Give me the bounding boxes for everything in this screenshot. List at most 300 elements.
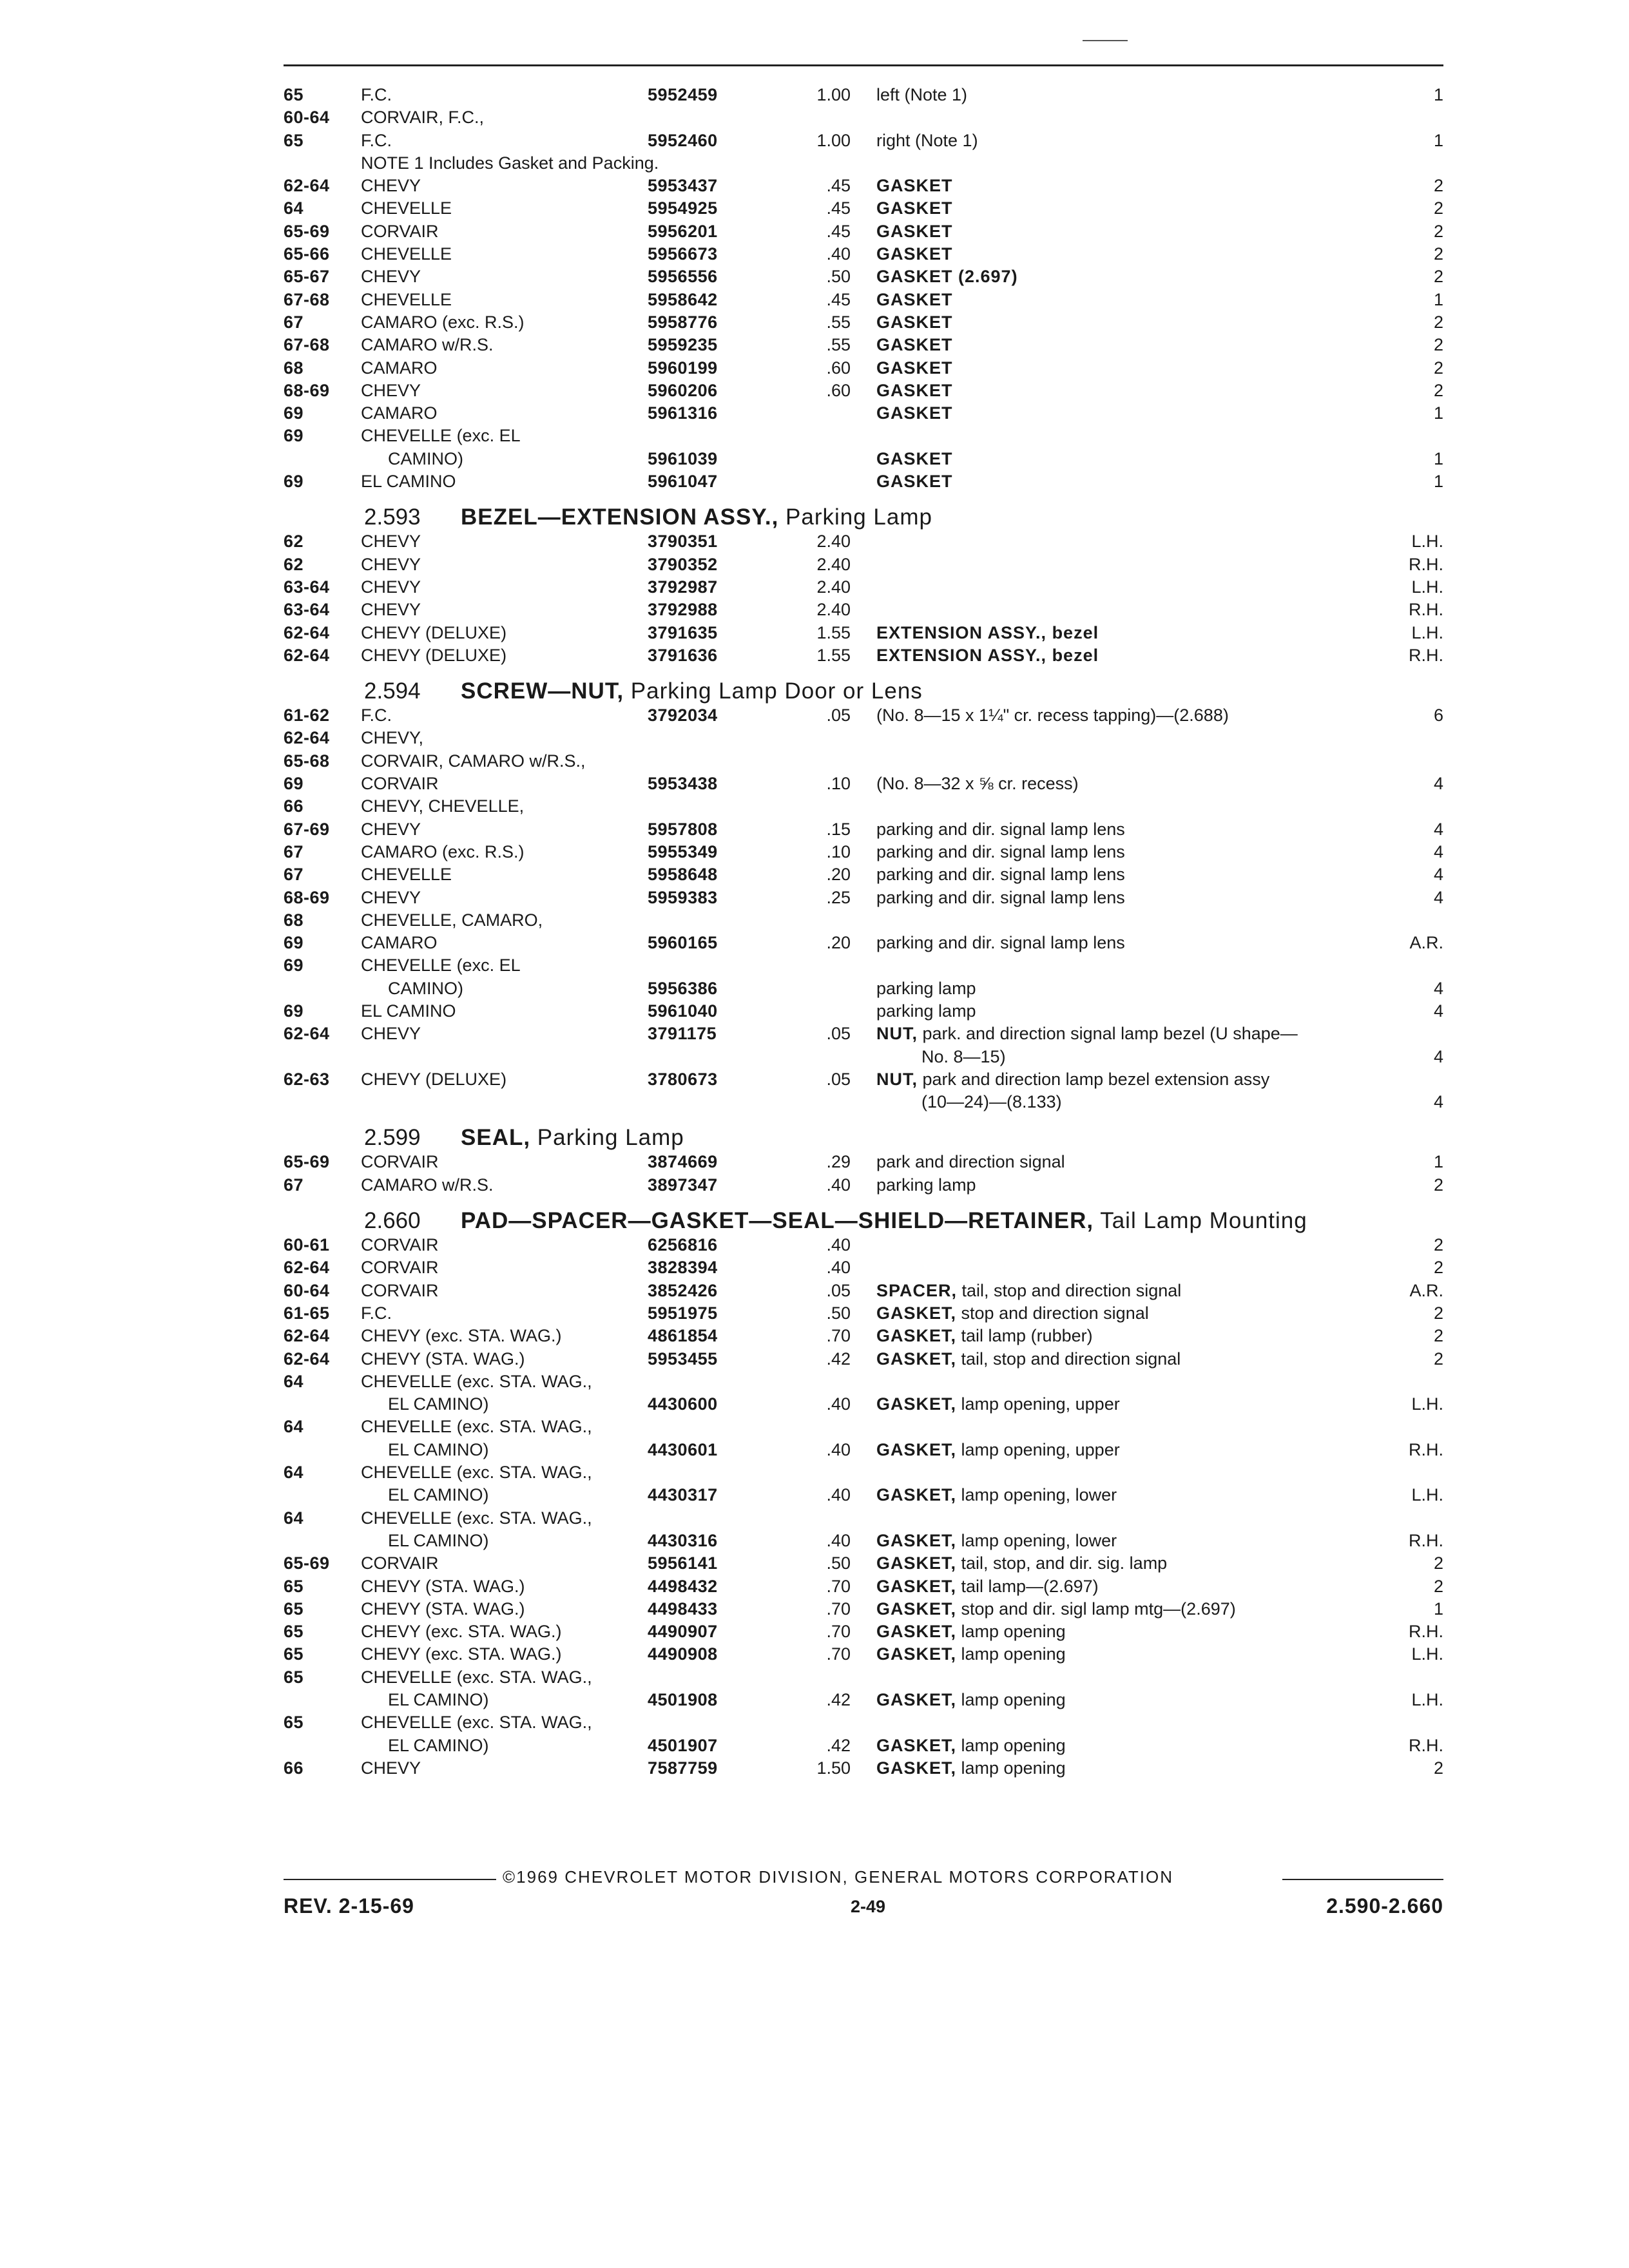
part-number: 3792034	[648, 706, 718, 726]
model-name: CHEVELLE	[361, 289, 452, 309]
part-description: parking and dir. signal lamp lens	[876, 887, 1125, 907]
section-number: 2.593	[364, 505, 421, 530]
model-year: 62-64	[284, 176, 330, 196]
part-description: GASKET, lamp opening	[876, 1622, 1066, 1642]
table-row	[284, 334, 1443, 356]
table-row	[284, 1666, 1443, 1689]
model-name: F.C.	[361, 1303, 392, 1323]
table-row	[284, 1000, 1443, 1023]
table-row	[284, 1046, 1443, 1068]
part-description: (No. 8—15 x 1¼" cr. recess tapping)—(2.688)	[876, 706, 1229, 726]
list-price: .40	[826, 1485, 851, 1505]
part-description: parking and dir. signal lamp lens	[876, 841, 1125, 861]
part-description: parking lamp	[876, 1001, 976, 1021]
part-description: GASKET, tail lamp (rubber)	[876, 1326, 1093, 1346]
footer-rule-right	[1282, 1879, 1443, 1880]
table-row	[284, 448, 1443, 470]
part-number: 5960165	[648, 933, 718, 953]
model-year: 67	[284, 841, 304, 861]
list-price: .60	[826, 380, 851, 400]
table-row	[284, 773, 1443, 795]
quantity: 4	[1433, 1001, 1443, 1021]
table-row	[284, 1552, 1443, 1575]
part-number: 3780673	[648, 1069, 718, 1089]
model-year: 65	[284, 1644, 304, 1664]
part-description: GASKET	[876, 380, 953, 400]
quantity: L.H.	[1411, 1690, 1443, 1709]
list-price: .45	[826, 198, 851, 218]
parts-list	[284, 84, 1443, 1780]
model-name: CORVAIR	[361, 774, 439, 794]
model-name: CHEVY,	[361, 728, 424, 748]
table-row	[284, 954, 1443, 977]
part-number: 5960199	[648, 358, 718, 378]
model-year: 62	[284, 554, 304, 574]
quantity: 2	[1433, 267, 1443, 287]
model-year: 65	[284, 1713, 304, 1733]
quantity: R.H.	[1409, 600, 1443, 620]
table-row	[284, 1757, 1443, 1780]
description-keyword: GASKET,	[876, 1530, 957, 1550]
model-name: CHEVY	[361, 1024, 421, 1044]
section-title-bold: SCREW—NUT,	[461, 678, 624, 704]
table-row	[284, 1507, 1443, 1530]
table-row	[284, 380, 1443, 402]
model-name: CORVAIR, F.C.,	[361, 108, 485, 128]
list-price: .45	[826, 176, 851, 196]
model-name: CORVAIR	[361, 1258, 439, 1278]
quantity: 2	[1433, 380, 1443, 400]
model-name: CAMARO w/R.S.	[361, 335, 494, 355]
part-number: 5961040	[648, 1001, 718, 1021]
part-number: 5956201	[648, 221, 718, 241]
description-keyword: NUT,	[876, 1069, 918, 1089]
model-name: CHEVELLE (exc. EL	[361, 956, 521, 975]
catalog-page	[284, 64, 1456, 1933]
list-price: 1.00	[816, 85, 851, 104]
description-keyword: GASKET,	[876, 1485, 957, 1505]
list-price: .40	[826, 1530, 851, 1550]
description-keyword: GASKET,	[876, 1349, 957, 1369]
part-description: parking and dir. signal lamp lens	[876, 819, 1125, 839]
table-row	[284, 243, 1443, 265]
list-price: .40	[826, 1439, 851, 1459]
part-description: GASKET	[876, 221, 953, 241]
list-price: .60	[826, 358, 851, 378]
table-row	[284, 1151, 1443, 1173]
list-price: .40	[826, 244, 851, 264]
section-title-rest: Parking Lamp	[530, 1125, 684, 1151]
table-row	[284, 1023, 1443, 1045]
part-number: 5959383	[648, 887, 718, 907]
part-number: 3792988	[648, 600, 718, 620]
quantity: R.H.	[1409, 1622, 1443, 1642]
table-row	[284, 289, 1443, 311]
model-year: 68	[284, 910, 304, 930]
quantity: L.H.	[1411, 622, 1443, 642]
description-keyword: GASKET,	[876, 1690, 957, 1709]
model-name: EL CAMINO	[361, 1001, 456, 1021]
part-number: 5958648	[648, 865, 718, 885]
quantity: 2	[1433, 1553, 1443, 1573]
table-row	[284, 1484, 1443, 1506]
part-description: GASKET	[876, 335, 953, 355]
part-number: 4490907	[648, 1622, 718, 1642]
model-year: 60-64	[284, 108, 330, 128]
table-row	[284, 1598, 1443, 1620]
model-year: 65-69	[284, 1152, 330, 1172]
list-price: .42	[826, 1690, 851, 1709]
list-price: .10	[826, 774, 851, 794]
model-name: EL CAMINO)	[388, 1485, 489, 1505]
part-number: 5960206	[648, 380, 718, 400]
model-name: CHEVY	[361, 577, 421, 597]
description-keyword: GASKET,	[876, 1394, 957, 1414]
part-description: GASKET, lamp opening	[876, 1690, 1066, 1709]
list-price: .20	[826, 865, 851, 885]
quantity: 4	[1433, 865, 1443, 885]
table-row	[284, 977, 1443, 1000]
quantity: 2	[1433, 221, 1443, 241]
model-name: EL CAMINO	[361, 472, 456, 492]
table-row	[284, 402, 1443, 425]
page-number: 2-49	[851, 1897, 886, 1916]
model-name: CHEVY	[361, 176, 421, 196]
list-price: 2.40	[816, 577, 851, 597]
model-name: F.C.	[361, 706, 392, 726]
part-number: 5955349	[648, 841, 718, 861]
table-row	[284, 841, 1443, 863]
part-number: 3874669	[648, 1152, 718, 1172]
quantity: R.H.	[1409, 554, 1443, 574]
part-description: GASKET	[876, 358, 953, 378]
table-row	[284, 1439, 1443, 1461]
list-price: .10	[826, 841, 851, 861]
part-number: 4501907	[648, 1735, 718, 1755]
quantity: 2	[1433, 1326, 1443, 1346]
part-number: 3791635	[648, 622, 718, 642]
list-price: .05	[826, 706, 851, 726]
model-name: CAMARO	[361, 403, 438, 423]
table-row	[284, 1174, 1443, 1196]
table-row	[284, 530, 1443, 553]
table-row	[284, 470, 1443, 493]
quantity: R.H.	[1409, 1530, 1443, 1550]
quantity: 1	[1433, 289, 1443, 309]
description-keyword: GASKET,	[876, 1553, 957, 1573]
part-number: 5961047	[648, 472, 718, 492]
model-year: 65	[284, 85, 304, 104]
model-name: CHEVELLE (exc. STA. WAG.,	[361, 1508, 592, 1528]
model-name: CORVAIR	[361, 1553, 439, 1573]
table-row	[284, 727, 1443, 749]
model-year: 62-64	[284, 1258, 330, 1278]
section-number: 2.594	[364, 678, 421, 704]
table-row	[284, 197, 1443, 220]
part-description: GASKET, lamp opening, lower	[876, 1485, 1117, 1505]
description-keyword: NUT,	[876, 1024, 918, 1044]
quantity: 4	[1433, 1046, 1443, 1066]
part-description: GASKET	[876, 448, 953, 468]
list-price: .55	[826, 312, 851, 332]
quantity: 1	[1433, 472, 1443, 492]
model-year: 64	[284, 1508, 304, 1528]
table-row	[284, 1735, 1443, 1757]
section-heading	[284, 493, 1443, 530]
section-number: 2.599	[364, 1125, 421, 1151]
model-year: 64	[284, 1417, 304, 1437]
table-row	[284, 1416, 1443, 1438]
model-year: 64	[284, 1371, 304, 1391]
part-number: 5956556	[648, 267, 718, 287]
list-price: 1.50	[816, 1758, 851, 1778]
list-price: .05	[826, 1024, 851, 1044]
part-description: SPACER, tail, stop and direction signal	[876, 1280, 1182, 1300]
model-name: CAMARO w/R.S.	[361, 1175, 494, 1195]
part-number: 5952459	[648, 85, 718, 104]
model-year: 69	[284, 956, 304, 975]
quantity: 4	[1433, 819, 1443, 839]
quantity: 2	[1433, 1576, 1443, 1596]
list-price: .70	[826, 1622, 851, 1642]
part-description: GASKET, tail, stop, and dir. sig. lamp	[876, 1553, 1168, 1573]
list-price: 2.40	[816, 600, 851, 620]
model-year: 69	[284, 774, 304, 794]
model-year: 62-64	[284, 622, 330, 642]
quantity: 2	[1433, 312, 1443, 332]
model-name: F.C.	[361, 130, 392, 150]
note-text: NOTE 1 Includes Gasket and Packing.	[361, 153, 659, 173]
top-mark	[1083, 40, 1128, 41]
part-number: 5953455	[648, 1349, 718, 1369]
description-keyword: GASKET,	[876, 1303, 957, 1323]
model-year: 68-69	[284, 887, 330, 907]
quantity: 2	[1433, 176, 1443, 196]
part-number: 3790351	[648, 532, 718, 552]
part-description: parking and dir. signal lamp lens	[876, 865, 1125, 885]
quantity: L.H.	[1411, 1485, 1443, 1505]
description-keyword: GASKET,	[876, 1644, 957, 1664]
quantity: L.H.	[1411, 577, 1443, 597]
model-year: 60-61	[284, 1235, 330, 1255]
part-number: 3792987	[648, 577, 718, 597]
part-number: 5958642	[648, 289, 718, 309]
table-row	[284, 1068, 1443, 1091]
footer-copyright-line	[284, 1867, 1443, 1893]
table-row	[284, 1711, 1443, 1734]
section-title-rest: Tail Lamp Mounting	[1094, 1208, 1307, 1234]
model-year: 67	[284, 312, 304, 332]
model-year: 67-69	[284, 819, 330, 839]
model-name: CHEVY	[361, 887, 421, 907]
part-number: 4861854	[648, 1326, 718, 1346]
part-number: 3828394	[648, 1258, 718, 1278]
quantity: 2	[1433, 1235, 1443, 1255]
table-row	[284, 909, 1443, 932]
model-year: 61-62	[284, 706, 330, 726]
model-year: 67	[284, 1175, 304, 1195]
quantity: R.H.	[1409, 1735, 1443, 1755]
part-number: 5952460	[648, 130, 718, 150]
part-description: GASKET	[876, 244, 953, 264]
model-name: CAMARO	[361, 933, 438, 953]
table-row	[284, 1393, 1443, 1416]
model-name: CAMINO)	[388, 448, 463, 468]
table-row	[284, 1530, 1443, 1552]
part-description: GASKET, lamp opening	[876, 1735, 1066, 1755]
model-name: CORVAIR, CAMARO w/R.S.,	[361, 751, 586, 771]
model-name: CHEVY (DELUXE)	[361, 622, 507, 642]
list-price: 1.55	[816, 645, 851, 665]
quantity: R.H.	[1409, 645, 1443, 665]
section-heading	[284, 1196, 1443, 1234]
part-description: GASKET	[876, 198, 953, 218]
part-number: 3897347	[648, 1175, 718, 1195]
model-name: CHEVY, CHEVELLE,	[361, 796, 525, 816]
description-keyword: GASKET,	[876, 1326, 957, 1346]
part-description: parking lamp	[876, 1175, 976, 1195]
model-year: 62-64	[284, 1326, 330, 1346]
model-year: 65	[284, 1667, 304, 1687]
table-row	[284, 750, 1443, 773]
part-number: 4430316	[648, 1530, 718, 1550]
quantity: 1	[1433, 403, 1443, 423]
model-name: CHEVY	[361, 380, 421, 400]
part-description: GASKET, lamp opening, upper	[876, 1394, 1120, 1414]
part-description: No. 8—15)	[921, 1046, 1006, 1066]
table-row	[284, 130, 1443, 152]
quantity: 1	[1433, 1152, 1443, 1172]
model-name: CAMARO (exc. R.S.)	[361, 312, 525, 332]
part-number: 7587759	[648, 1758, 718, 1778]
quantity: 2	[1433, 198, 1443, 218]
quantity: 4	[1433, 841, 1443, 861]
model-name: CAMARO	[361, 358, 438, 378]
part-description: EXTENSION ASSY., bezel	[876, 622, 1099, 642]
list-price: .50	[826, 267, 851, 287]
part-number: 3852426	[648, 1280, 718, 1300]
section-title-rest: Parking Lamp Door or Lens	[624, 678, 923, 704]
model-name: CHEVELLE (exc. STA. WAG.,	[361, 1463, 592, 1483]
table-row	[284, 863, 1443, 886]
list-price: .20	[826, 933, 851, 953]
model-name: CHEVY (DELUXE)	[361, 645, 507, 665]
part-description: GASKET	[876, 403, 953, 423]
part-description: right (Note 1)	[876, 130, 978, 150]
quantity: L.H.	[1411, 532, 1443, 552]
table-row	[284, 599, 1443, 621]
part-number: 3790352	[648, 554, 718, 574]
model-name: EL CAMINO)	[388, 1439, 489, 1459]
quantity: 1	[1433, 1599, 1443, 1619]
quantity: 6	[1433, 706, 1443, 726]
copyright-text: ©1969 CHEVROLET MOTOR DIVISION, GENERAL MOTORS CORPORATION	[503, 1867, 1174, 1887]
description-keyword: GASKET,	[876, 1758, 957, 1778]
model-year: 62-64	[284, 728, 330, 748]
quantity: 2	[1433, 1258, 1443, 1278]
part-number: 5953437	[648, 176, 718, 196]
part-number: 5956673	[648, 244, 718, 264]
table-row	[284, 932, 1443, 954]
table-row	[284, 818, 1443, 841]
model-name: CHEVY	[361, 267, 421, 287]
model-name: CHEVELLE, CAMARO,	[361, 910, 543, 930]
list-price: .70	[826, 1599, 851, 1619]
part-description: NUT, park. and direction signal lamp bezel (U shape—	[876, 1024, 1298, 1044]
top-rule	[284, 64, 1443, 66]
part-description: (No. 8—32 x ⅝ cr. recess)	[876, 774, 1079, 794]
model-name: CHEVELLE (exc. EL	[361, 426, 521, 446]
model-name: CHEVY (exc. STA. WAG.)	[361, 1326, 562, 1346]
part-number: 5954925	[648, 198, 718, 218]
model-name: CHEVELLE (exc. STA. WAG.,	[361, 1667, 592, 1687]
model-year: 67-68	[284, 335, 330, 355]
quantity: A.R.	[1409, 1280, 1443, 1300]
part-number: 5961039	[648, 448, 718, 468]
quantity: 2	[1433, 1303, 1443, 1323]
model-name: CHEVY	[361, 554, 421, 574]
table-row	[284, 84, 1443, 106]
list-price: .42	[826, 1349, 851, 1369]
list-price: .40	[826, 1235, 851, 1255]
model-year: 65-69	[284, 1553, 330, 1573]
model-year: 64	[284, 1463, 304, 1483]
quantity: 4	[1433, 887, 1443, 907]
part-description: GASKET, tail, stop and direction signal	[876, 1349, 1181, 1369]
model-year: 65	[284, 1576, 304, 1596]
part-number: 3791175	[648, 1024, 717, 1044]
part-description: GASKET, stop and dir. sigl lamp mtg—(2.697)	[876, 1599, 1236, 1619]
list-price: .15	[826, 819, 851, 839]
model-year: 65-69	[284, 221, 330, 241]
section-range: 2.590-2.660	[1326, 1894, 1443, 1917]
part-description: EXTENSION ASSY., bezel	[876, 645, 1099, 665]
model-name: EL CAMINO)	[388, 1394, 489, 1414]
list-price: .29	[826, 1152, 851, 1172]
list-price: .50	[826, 1553, 851, 1573]
quantity: 1	[1433, 448, 1443, 468]
table-row	[284, 704, 1443, 727]
model-year: 61-65	[284, 1303, 330, 1323]
table-row	[284, 1370, 1443, 1393]
description-keyword: GASKET,	[876, 1576, 957, 1596]
model-year: 66	[284, 1758, 304, 1778]
part-number: 4430600	[648, 1394, 718, 1414]
table-row	[284, 1348, 1443, 1370]
table-row	[284, 1234, 1443, 1256]
model-name: EL CAMINO)	[388, 1735, 489, 1755]
list-price: .42	[826, 1735, 851, 1755]
model-year: 69	[284, 426, 304, 446]
part-description: GASKET	[876, 289, 953, 309]
description-keyword: GASKET,	[876, 1735, 957, 1755]
model-year: 69	[284, 933, 304, 953]
quantity: 1	[1433, 85, 1443, 104]
quantity: 4	[1433, 774, 1443, 794]
table-row	[284, 1620, 1443, 1643]
section-heading	[284, 1113, 1443, 1151]
part-description: GASKET, lamp opening	[876, 1644, 1066, 1664]
list-price: .40	[826, 1394, 851, 1414]
section-heading	[284, 667, 1443, 704]
quantity: 4	[1433, 1092, 1443, 1112]
part-number: 5956386	[648, 978, 718, 998]
part-number: 4430317	[648, 1485, 718, 1505]
table-row	[284, 1461, 1443, 1484]
part-description: NUT, park and direction lamp bezel extension assy	[876, 1069, 1270, 1089]
part-number: 5956141	[648, 1553, 718, 1573]
list-price: .25	[826, 887, 851, 907]
